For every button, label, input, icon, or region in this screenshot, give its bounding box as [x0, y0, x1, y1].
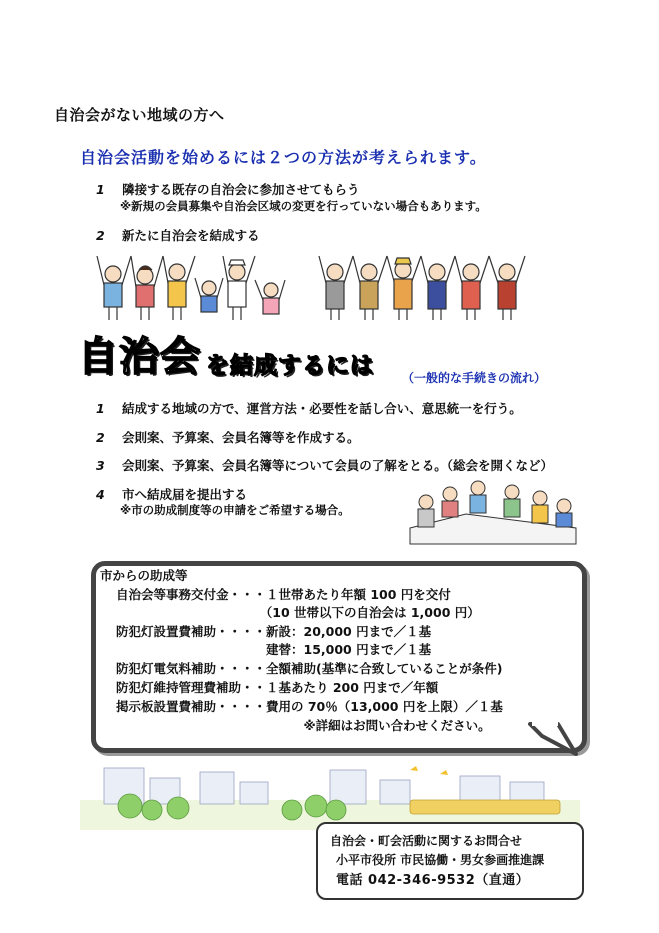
step-2 — [96, 428, 360, 446]
step-3-number: 3 — [96, 458, 105, 473]
subsidy-line: 自治会等事務交付金・・・１世帯あたり年額 100 円を交付 — [116, 587, 451, 602]
method-1 — [96, 180, 360, 198]
step-1 — [96, 399, 522, 417]
contact-line-2: 小平市役所 市民協働・男女参画推進課 — [336, 853, 545, 867]
subsidy-line: 防犯灯設置費補助・・・・新設：20,000 円まで／１基 — [116, 624, 432, 639]
title-sub: （一般的な手続きの流れ） — [402, 371, 547, 385]
method-1-note: ※新規の会員募集や自治会区域の変更を行っていない場合もあります。 — [120, 199, 487, 213]
method-1-number: 1 — [96, 182, 105, 197]
title-main: 自治会 — [78, 334, 201, 380]
page-subheading: 自治会活動を始めるには２つの方法が考えられます。 — [80, 148, 487, 167]
subsidy-line: （10 世帯以下の自治会は 1,000 円） — [116, 605, 480, 620]
subsidy-line: 防犯灯維持管理費補助・・１基あたり 200 円まで／年額 — [116, 680, 439, 695]
contact-line-1: 自治会・町会活動に関するお問合せ — [330, 834, 523, 848]
subsidy-line: ※詳細はお問い合わせください。 — [116, 718, 491, 733]
subsidy-line: 防犯灯電気料補助・・・・全額補助(基準に合致していることが条件) — [116, 661, 503, 676]
person-figure — [97, 256, 131, 320]
step-3 — [96, 456, 553, 474]
method-1-text: 隣接する既存の自治会に参加させてもらう — [122, 182, 360, 197]
method-2-number: 2 — [96, 228, 105, 243]
contact-phone: 電話 042-346-9532（直通） — [336, 873, 530, 888]
subsidy-line: 掲示板設置費補助・・・・費用の 70％（13,000 円を上限）／１基 — [116, 699, 503, 714]
title-mid: を結成するには — [206, 353, 374, 379]
speech-bubble-tail — [528, 720, 578, 758]
step-4-note: ※市の助成制度等の申請をご希望する場合。 — [120, 503, 350, 517]
step-4-number: 4 — [96, 487, 105, 502]
method-2-text: 新たに自治会を結成する — [122, 228, 260, 243]
people-holding-hands-illustration — [95, 250, 535, 322]
step-3-text: 会則案、予算案、会員名簿等について会員の了解をとる。（総会を開くなど） — [122, 458, 554, 473]
page-heading: 自治会がない地域の方へ — [54, 106, 225, 124]
step-2-number: 2 — [96, 430, 105, 445]
step-1-text: 結成する地域の方で、運営方法・必要性を話し合い、意思統一を行う。 — [122, 401, 522, 416]
step-4-text: 市へ結成届を提出する — [122, 487, 248, 502]
step-1-number: 1 — [96, 401, 105, 416]
step-4 — [96, 485, 247, 503]
meeting-illustration — [406, 478, 581, 550]
subsidy-line: 建替：15,000 円まで／１基 — [116, 642, 432, 657]
townscape-illustration — [80, 760, 580, 830]
method-2 — [96, 226, 260, 244]
step-2-text: 会則案、予算案、会員名簿等を作成する。 — [122, 430, 360, 445]
subsidy-title: 市からの助成等 — [100, 568, 188, 583]
